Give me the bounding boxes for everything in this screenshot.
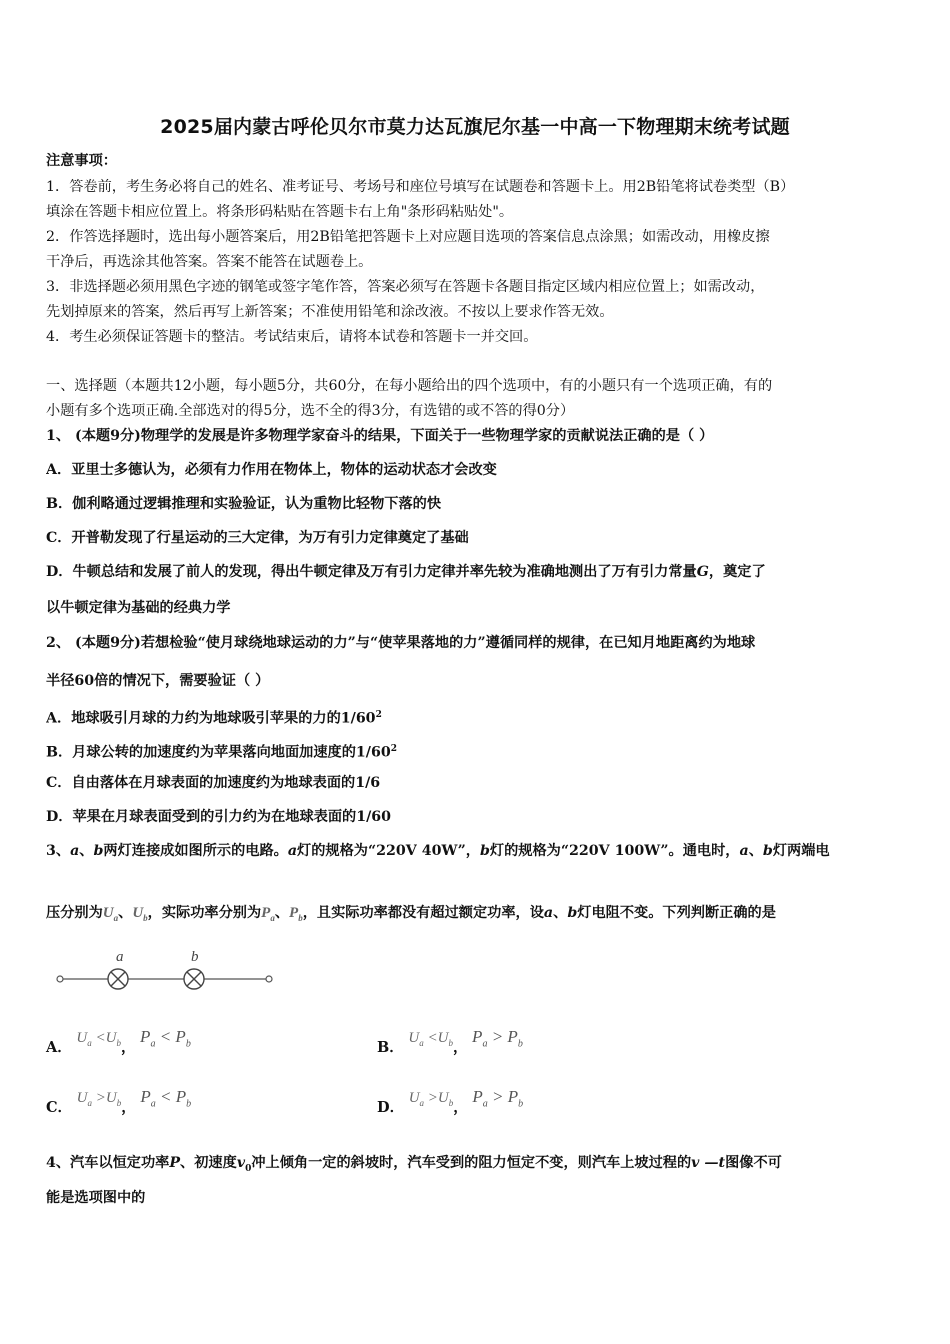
page-title: 2025届内蒙古呼伦贝尔市莫力达瓦旗尼尔基一中高一下物理期末统考试题: [160, 116, 790, 138]
u-b-symbol: $U_b$: [132, 905, 148, 923]
u-relation: $U_a <U_b$: [76, 1030, 121, 1048]
question-3-stem: [46, 841, 908, 861]
terminal-right: [266, 976, 272, 982]
lamp-a-icon: [108, 969, 128, 989]
notice-line: 2．作答选择题时，选出每小题答案后，用2B铅笔把答题卡上对应题目选项的答案信息点涂黑；如需改动，用橡皮擦: [46, 229, 770, 245]
q2-option-b-text: B．月球公转的加速度约为苹果落向地面加速度的1/60: [46, 744, 391, 761]
lamp-b-icon: [184, 969, 204, 989]
notice-line: 3．非选择题必须用黑色字迹的钢笔或签字笔作答，答案必须写在答题卡各题目指定区域内相应位置上；如需改动，: [46, 279, 765, 295]
p-relation: $P_a < P_b$: [140, 1087, 192, 1110]
q3-text: 灯电阻不变。下列判断正确的是: [577, 905, 776, 921]
lamp-a-label: a: [116, 949, 124, 965]
q3-text: 、: [79, 843, 94, 859]
q3-var: a: [739, 843, 749, 859]
q1-option-d-text: D．牛顿总结和发展了前人的发现，得出牛顿定律及万有引力定律并率先较为准确地测出了万有引力常量: [46, 564, 697, 580]
question-1-stem: 1、 (本题9分)物理学的发展是许多物理学家奋斗的结果，下面关于一些物理学家的贡献说法正确的是（ ）: [46, 428, 714, 444]
terminal-left: [57, 976, 63, 982]
q3-option-b: [377, 1027, 523, 1059]
q2-option-c: C．自由落体在月球表面的加速度约为地球表面的1/6: [46, 775, 381, 791]
q3-text: 3、: [46, 843, 71, 859]
q4-var: v —t: [691, 1155, 726, 1171]
q2-option-b: [46, 739, 908, 763]
q3-text: 灯的规格为“220V 40W”，: [297, 843, 480, 859]
q3-option-c: [46, 1087, 192, 1119]
comma: ，: [452, 1039, 468, 1056]
circuit-diagram: [50, 945, 280, 1000]
notice-line: 干净后，再选涂其他答案。答案不能答在试题卷上。: [46, 254, 373, 270]
q3-text: 压分别为: [46, 905, 103, 921]
comma: ，: [121, 1099, 136, 1116]
q3-text: 灯的规格为“220V 100W”。通电时，: [489, 843, 740, 859]
q3-var: a: [543, 905, 554, 921]
p-relation: $P_a > P_b$: [472, 1027, 523, 1050]
q3-text: ，实际功率分别为: [147, 905, 262, 921]
lamp-b-label: b: [191, 949, 199, 965]
section-header: 小题有多个选项正确.全部选对的得5分，选不全的得3分，有选错的或不答的得0分）: [46, 403, 575, 419]
notice-line: 4．考生必须保证答题卡的整洁。考试结束后，请将本试卷和答题卡一并交回。: [46, 329, 538, 345]
q1-option-b: B．伽利略通过逻辑推理和实验验证，认为重物比轻物下落的快: [46, 496, 442, 512]
comma: ，: [120, 1039, 136, 1056]
q2-option-a-text: A．地球吸引月球的力约为地球吸引苹果的力的1/60: [46, 710, 376, 727]
q2-option-b-sup: 2: [390, 744, 397, 754]
p-b-symbol: $P_b$: [289, 905, 303, 923]
question-4-stem: 能是选项图中的: [46, 1190, 146, 1206]
option-label: D．: [377, 1099, 405, 1116]
q4-var: P: [169, 1155, 181, 1171]
q4-text: 冲上倾角一定的斜坡时，汽车受到的阻力恒定不变，则汽车上坡过程的: [251, 1155, 692, 1171]
u-relation: $U_a <U_b$: [408, 1030, 453, 1048]
q3-text: 、: [748, 843, 763, 859]
q2-option-a: [46, 705, 908, 729]
q3-option-d: [377, 1087, 524, 1119]
q1-option-d-tail: ，奠定了: [708, 564, 766, 580]
option-label: C．: [46, 1099, 73, 1116]
q4-text: 图像不可: [725, 1155, 782, 1171]
q3-var: a: [287, 843, 298, 859]
q3-text: 、: [553, 905, 568, 921]
question-2-stem: 2、 (本题9分)若想检验“使月球绕地球运动的力”与“使苹果落地的力”遵循同样的规律，在已知月地距离约为地球: [46, 635, 756, 651]
u-relation: $U_a >U_b$: [76, 1090, 122, 1108]
q1-option-c: C．开普勒发现了行星运动的三大定律，为万有引力定律奠定了基础: [46, 530, 469, 546]
u-a-symbol: $U_a$: [102, 905, 119, 923]
q1-option-d-g: G: [696, 564, 709, 580]
q3-text: 、: [118, 905, 133, 921]
q1-option-a: A．亚里士多德认为，必须有力作用在物体上，物体的运动状态才会改变: [46, 462, 497, 478]
section-header: 一、选择题（本题共12小题，每小题5分，共60分，在每小题给出的四个选项中，有的小题只有一个选项正确，有的: [46, 378, 773, 394]
q3-var: a: [70, 843, 80, 859]
q4-v0: $v_0$: [236, 1155, 252, 1174]
q3-text: ，且实际功率都没有超过额定功率，设: [302, 905, 544, 921]
notice-line: 1．答卷前，考生务必将自己的姓名、准考证号、考场号和座位号填写在试题卷和答题卡上。用2B铅笔将试卷类型（B）: [46, 179, 795, 195]
notice-line: 先划掉原来的答案，然后再写上新答案；不准使用铅笔和涂改液。不按以上要求作答无效。: [46, 304, 614, 320]
q3-var: b: [93, 843, 104, 859]
q3-var: b: [480, 843, 490, 859]
option-label: B．: [377, 1039, 404, 1056]
p-a-symbol: $P_a$: [261, 905, 275, 923]
q1-option-d-cont: 以牛顿定律为基础的经典力学: [46, 600, 231, 616]
q3-text: 灯两端电: [772, 843, 830, 859]
q2-option-a-sup: 2: [375, 710, 382, 720]
q3-text: 两灯连接成如图所示的电路。: [103, 843, 288, 859]
comma: ，: [453, 1099, 468, 1116]
q4-text: 、初速度: [180, 1155, 237, 1171]
u-relation: $U_a >U_b$: [408, 1090, 454, 1108]
option-label: A．: [46, 1039, 72, 1056]
q3-text: 、: [274, 905, 290, 921]
q2-option-d: D．苹果在月球表面受到的引力约为在地球表面的1/60: [46, 809, 392, 825]
q3-option-a: [46, 1027, 191, 1059]
question-2-stem: 半径60倍的情况下，需要验证（ ）: [46, 673, 270, 689]
q4-text: 4、汽车以恒定功率: [46, 1155, 170, 1171]
question-3-stem: [46, 898, 908, 930]
q3-var: b: [762, 843, 773, 859]
notice-line: 填涂在答题卡相应位置上。将条形码粘贴在答题卡右上角"条形码粘贴处"。: [46, 204, 514, 220]
notice-heading: 注意事项：: [46, 153, 117, 169]
p-relation: $P_a > P_b$: [472, 1087, 524, 1110]
question-4-stem: [46, 1153, 908, 1179]
q1-option-d: [46, 562, 908, 582]
q3-var: b: [567, 905, 578, 921]
p-relation: $P_a < P_b$: [140, 1027, 191, 1050]
